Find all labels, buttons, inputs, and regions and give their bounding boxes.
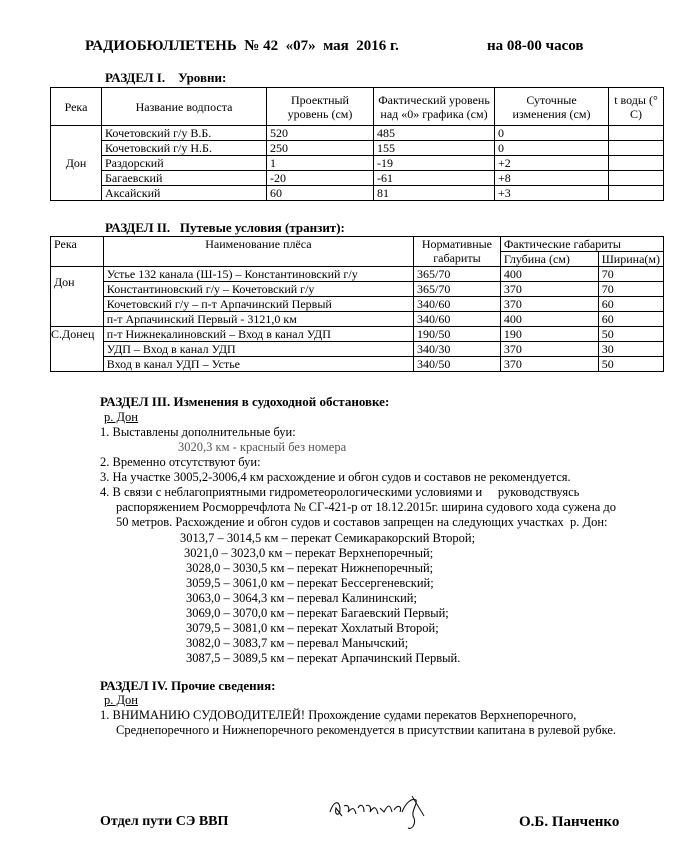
daily-change: 0 bbox=[495, 141, 609, 156]
list-item: 3082,0 – 3083,7 км – перевал Манычский; bbox=[186, 636, 409, 650]
col-design-level: Проектный уровень (см) bbox=[267, 88, 374, 126]
change-item-1-detail: 3020,3 км - красный без номера bbox=[178, 440, 347, 454]
department: Отдел пути СЭ ВВП bbox=[100, 814, 229, 829]
list-item: 3087,5 – 3089,5 км – перекат Арпачинский Первый. bbox=[186, 651, 461, 665]
stretch-name: Вход в канал УДП – Устье bbox=[103, 357, 413, 372]
width: 70 bbox=[598, 267, 663, 282]
col-actual-dims: Фактические габариты bbox=[500, 237, 663, 252]
station-name: Багаевский bbox=[102, 171, 267, 186]
table-row bbox=[51, 156, 664, 171]
signature bbox=[326, 790, 436, 832]
change-item-1: 1. Выставлены дополнительные буи: bbox=[100, 425, 296, 439]
section3-river: р. Дон bbox=[104, 410, 138, 424]
col-water-temp: t воды (° С) bbox=[609, 88, 664, 126]
levels-header-row bbox=[51, 88, 664, 126]
table-row bbox=[51, 141, 664, 156]
change-item-4-line-2: распоряжением Росморречфлота № СГ-421-р от 18.12.2015г. ширина судового хода сужена до bbox=[116, 500, 617, 514]
col-stretch: Наименование плёса bbox=[103, 237, 413, 267]
design-level: 250 bbox=[267, 141, 374, 156]
col-depth: Глубина (см) bbox=[500, 252, 598, 267]
width: 30 bbox=[598, 342, 663, 357]
change-item-4-line-3: 50 метров. Расхождение и обгон судов и составов запрещен на следующих участках р. Дон: bbox=[116, 515, 608, 529]
station-name: Раздорский bbox=[102, 156, 267, 171]
actual-level: 485 bbox=[374, 126, 495, 141]
col-river: Река bbox=[51, 88, 102, 126]
design-level: -20 bbox=[267, 171, 374, 186]
depth: 400 bbox=[500, 267, 598, 282]
stretch-name: п-т Нижнекалиновский – Вход в канал УДП bbox=[103, 327, 413, 342]
signatory-name: О.Б. Панченко bbox=[519, 814, 620, 830]
col-actual-level: Фактический уровень над «0» графика (см) bbox=[374, 88, 495, 126]
daily-change: +2 bbox=[495, 156, 609, 171]
levels-table bbox=[50, 87, 664, 201]
depth: 400 bbox=[500, 312, 598, 327]
design-level: 60 bbox=[267, 186, 374, 201]
depth: 370 bbox=[500, 342, 598, 357]
depth: 190 bbox=[500, 327, 598, 342]
depth: 370 bbox=[500, 357, 598, 372]
river-name: Дон bbox=[51, 267, 104, 327]
design-level: 1 bbox=[267, 156, 374, 171]
station-name: Кочетовский г/у Н.Б. bbox=[102, 141, 267, 156]
col-width: Ширина(м) bbox=[598, 252, 663, 267]
actual-level: 81 bbox=[374, 186, 495, 201]
route-header-row bbox=[51, 237, 664, 252]
route-table bbox=[50, 236, 664, 372]
normative-dims: 365/70 bbox=[414, 282, 501, 297]
daily-change: +8 bbox=[495, 171, 609, 186]
section4-river: р. Дон bbox=[104, 693, 138, 707]
list-item: 3063,0 – 3064,3 км – перевал Калининский; bbox=[186, 591, 417, 605]
station-name: Кочетовский г/у В.Б. bbox=[102, 126, 267, 141]
actual-level: 155 bbox=[374, 141, 495, 156]
depth: 370 bbox=[500, 297, 598, 312]
width: 60 bbox=[598, 312, 663, 327]
col-daily-change: Суточные изменения (см) bbox=[495, 88, 609, 126]
stretch-name: Константиновский г/у – Кочетовский г/у bbox=[103, 282, 413, 297]
actual-level: -19 bbox=[374, 156, 495, 171]
table-row bbox=[51, 312, 664, 327]
water-temp bbox=[609, 126, 664, 141]
table-row bbox=[51, 186, 664, 201]
table-row bbox=[51, 297, 664, 312]
width: 60 bbox=[598, 297, 663, 312]
restricted-stretches-list bbox=[176, 531, 475, 666]
section2-title: РАЗДЕЛ II. Путевые условия (транзит): bbox=[105, 220, 345, 235]
normative-dims: 190/50 bbox=[414, 327, 501, 342]
col-normative: Нормативные габариты bbox=[414, 237, 501, 267]
notice-line-2: Среднепоречного и Нижнепоречного рекомендуется в присутствии капитана в рулевой рубке. bbox=[116, 723, 617, 737]
notice-line-1: 1. ВНИМАНИЮ СУДОВОДИТЕЛЕЙ! Прохождение судами перекатов Верхнепоречного, bbox=[100, 708, 577, 722]
normative-dims: 365/70 bbox=[414, 267, 501, 282]
table-row bbox=[51, 357, 664, 372]
width: 50 bbox=[598, 357, 663, 372]
table-row bbox=[51, 282, 664, 297]
col-river: Река bbox=[51, 237, 104, 267]
daily-change: 0 bbox=[495, 126, 609, 141]
stretch-name: УДП – Вход в канал УДП bbox=[103, 342, 413, 357]
depth: 370 bbox=[500, 282, 598, 297]
actual-level: -61 bbox=[374, 171, 495, 186]
section1-title: РАЗДЕЛ I. Уровни: bbox=[105, 70, 227, 85]
station-name: Аксайский bbox=[102, 186, 267, 201]
daily-change: +3 bbox=[495, 186, 609, 201]
table-row bbox=[51, 327, 664, 342]
water-temp bbox=[609, 186, 664, 201]
list-item: 3028,0 – 3030,5 км – перекат Нижнепоречный; bbox=[186, 561, 434, 575]
water-temp bbox=[609, 141, 664, 156]
list-item: 3079,5 – 3081,0 км – перекат Хохлатый Второй; bbox=[186, 621, 439, 635]
water-temp bbox=[609, 171, 664, 186]
list-item: 3059,5 – 3061,0 км – перекат Бессергеневский; bbox=[186, 576, 434, 590]
list-item: 3069,0 – 3070,0 км – перекат Багаевский Первый; bbox=[186, 606, 449, 620]
list-item: 3021,0 – 3023,0 км – перекат Верхнепоречный; bbox=[184, 546, 434, 560]
width: 70 bbox=[598, 282, 663, 297]
bulletin-time: на 08-00 часов bbox=[487, 38, 584, 54]
table-row bbox=[51, 267, 664, 282]
width: 50 bbox=[598, 327, 663, 342]
normative-dims: 340/30 bbox=[414, 342, 501, 357]
water-temp bbox=[609, 156, 664, 171]
change-item-4-line-1: 4. В связи с неблагоприятными гидрометеорологическими условиями и руководствуясь bbox=[100, 485, 580, 499]
stretch-name: п-т Арпачинский Первый - 3121,0 км bbox=[103, 312, 413, 327]
table-row bbox=[51, 171, 664, 186]
normative-dims: 340/50 bbox=[414, 357, 501, 372]
section4-title: РАЗДЕЛ IV. Прочие сведения: bbox=[100, 678, 276, 693]
col-station: Название водпоста bbox=[102, 88, 267, 126]
river-name: Дон bbox=[51, 126, 102, 201]
stretch-name: Устье 132 канала (Ш-15) – Константиновский г/у bbox=[103, 267, 413, 282]
design-level: 520 bbox=[267, 126, 374, 141]
bulletin-title: РАДИОБЮЛЛЕТЕНЬ № 42 «07» мая 2016 г. bbox=[85, 38, 399, 54]
stretch-name: Кочетовский г/у – п-т Арпачинский Первый bbox=[103, 297, 413, 312]
table-row bbox=[51, 126, 664, 141]
change-item-3: 3. На участке 3005,2-3006,4 км расхождение и обгон судов и составов не рекомендуется. bbox=[100, 470, 571, 484]
change-item-2: 2. Временно отсутствуют буи: bbox=[100, 455, 261, 469]
normative-dims: 340/60 bbox=[414, 312, 501, 327]
normative-dims: 340/60 bbox=[414, 297, 501, 312]
river-name: С.Донец bbox=[51, 327, 104, 372]
list-item: 3013,7 – 3014,5 км – перекат Семикаракорский Второй; bbox=[180, 531, 476, 545]
section3-title: РАЗДЕЛ III. Изменения в судоходной обстановке: bbox=[100, 394, 390, 409]
table-row bbox=[51, 342, 664, 357]
